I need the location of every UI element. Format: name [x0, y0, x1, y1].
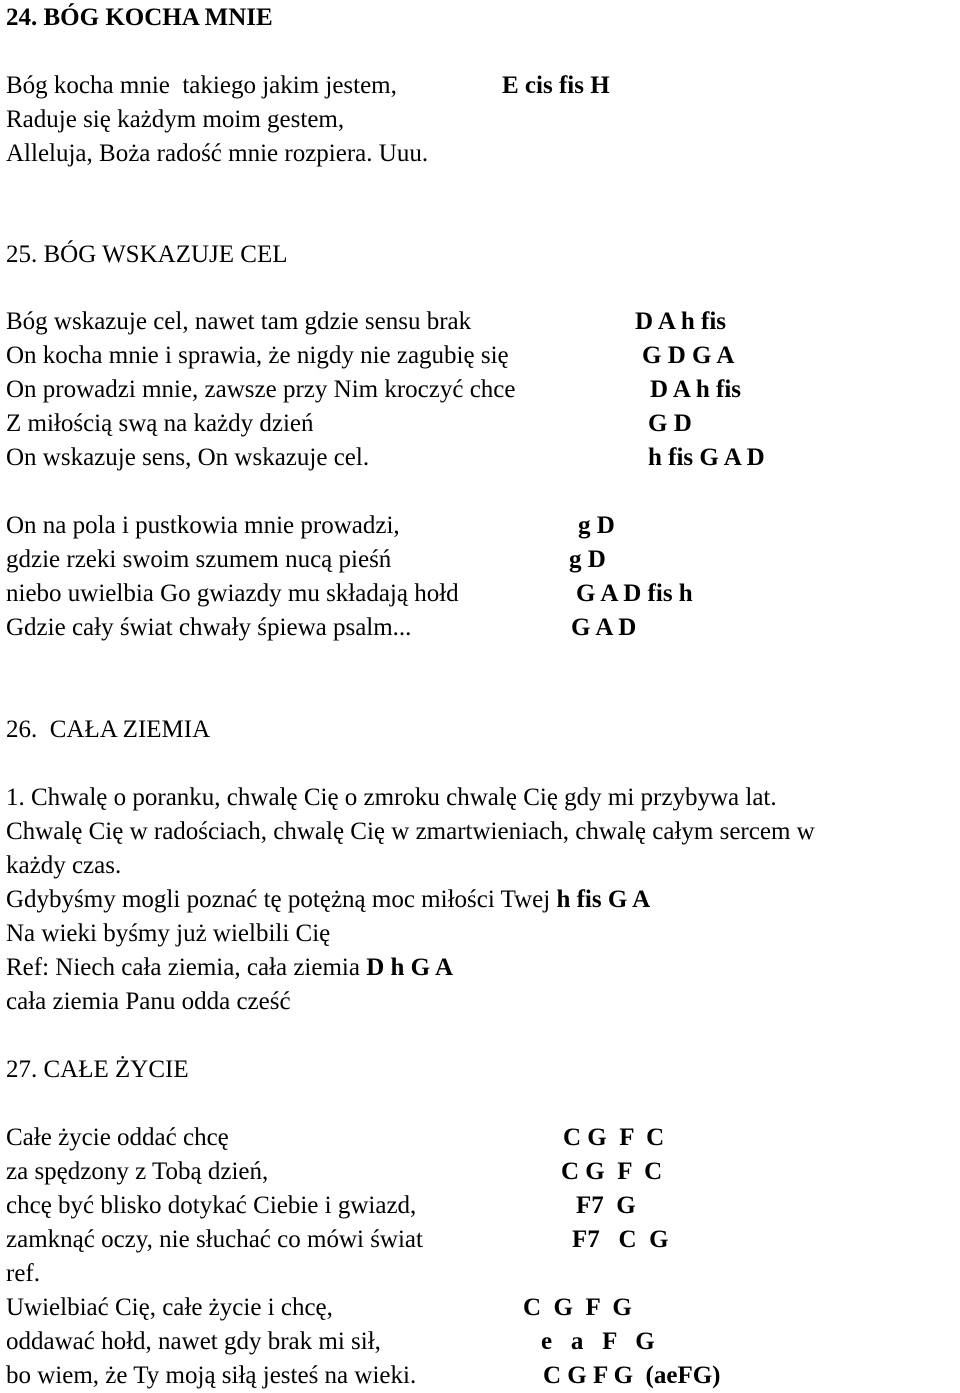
chord-line: h fis G A D — [648, 444, 765, 471]
song-title: 25. BÓG WSKAZUJE CEL — [6, 241, 288, 268]
lyric-line — [6, 885, 650, 915]
lyric-line: On na pola i pustkowia mnie prowadzi, — [6, 512, 400, 539]
lyric-line: zamknąć oczy, nie słuchać co mówi świat — [6, 1226, 423, 1253]
lyric-line: każdy czas. — [6, 852, 122, 879]
chord-line: C G F C — [561, 1158, 663, 1185]
lyric-line: Bóg kocha mnie takiego jakim jestem, — [6, 72, 397, 99]
lyric-line: za spędzony z Tobą dzień, — [6, 1158, 269, 1185]
lyric-line: Bóg wskazuje cel, nawet tam gdzie sensu brak — [6, 308, 472, 335]
lyric-line: Raduje się każdym moim gestem, — [6, 106, 345, 133]
lyric-line: Gdzie cały świat chwały śpiewa psalm... — [6, 614, 412, 641]
chord-line: F7 C G — [572, 1226, 669, 1253]
lyric-text: Gdybyśmy mogli poznać tę potężną moc miłości Twej — [6, 886, 551, 913]
song-title: 24. BÓG KOCHA MNIE — [6, 4, 273, 31]
chord-line: G A D — [571, 614, 637, 641]
lyric-line: Całe życie oddać chcę — [6, 1124, 229, 1151]
lyric-text: Ref: Niech cała ziemia, cała ziemia — [6, 954, 360, 981]
lyric-line: 1. Chwalę o poranku, chwalę Cię o zmroku chwalę Cię gdy mi przybywa lat. — [6, 784, 777, 811]
chord-line: C G F G (aeFG) — [543, 1362, 721, 1389]
lyric-line: Alleluja, Boża radość mnie rozpiera. Uuu. — [6, 140, 429, 167]
song-title: 26. CAŁA ZIEMIA — [6, 716, 211, 743]
chord-line: G D — [648, 410, 692, 437]
lyric-line: Na wieki byśmy już wielbili Cię — [6, 920, 331, 947]
lyric-line: Chwalę Cię w radościach, chwalę Cię w zmartwieniach, chwalę całym sercem w — [6, 818, 815, 845]
lyric-line: Uwielbiać Cię, całe życie i chcę, — [6, 1294, 333, 1321]
chord-line: G D G A — [642, 342, 735, 369]
chord-inline: D h G A — [366, 954, 454, 981]
lyric-line: bo wiem, że Ty moją siłą jesteś na wieki. — [6, 1362, 417, 1389]
lyric-line: On prowadzi mnie, zawsze przy Nim kroczyć chce — [6, 376, 516, 403]
lyric-line: On wskazuje sens, On wskazuje cel. — [6, 444, 370, 471]
chord-inline: h fis G A — [556, 886, 651, 913]
lyric-line: chcę być blisko dotykać Ciebie i gwiazd, — [6, 1192, 417, 1219]
lyric-line: Z miłością swą na każdy dzień — [6, 410, 314, 437]
lyric-line: gdzie rzeki swoim szumem nucą pieśń — [6, 546, 392, 573]
song-title: 27. CAŁE ŻYCIE — [6, 1056, 189, 1083]
chord-line: e a F G — [541, 1328, 655, 1355]
chord-line: C G F C — [563, 1124, 665, 1151]
chord-line: g D — [569, 546, 606, 573]
lyric-line: ref. — [6, 1260, 40, 1287]
lyric-line: On kocha mnie i sprawia, że nigdy nie zagubię się — [6, 342, 509, 369]
chord-line: D A h fis — [635, 308, 727, 335]
chord-line: g D — [578, 512, 615, 539]
lyric-line: niebo uwielbia Go gwiazdy mu składają hołd — [6, 580, 459, 607]
chord-line: C G F G — [523, 1294, 632, 1321]
chord-line: D A h fis — [650, 376, 742, 403]
lyric-line — [6, 953, 453, 983]
chord-line: E cis fis H — [502, 72, 610, 99]
lyric-line: oddawać hołd, nawet gdy brak mi sił, — [6, 1328, 381, 1355]
chord-line: F7 G — [576, 1192, 636, 1219]
lyric-line: cała ziemia Panu odda cześć — [6, 988, 291, 1015]
chord-line: G A D fis h — [576, 580, 693, 607]
